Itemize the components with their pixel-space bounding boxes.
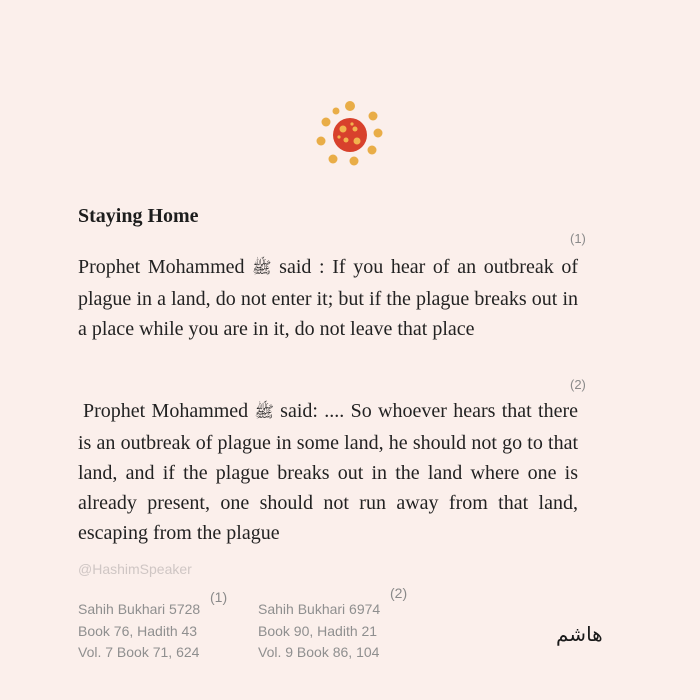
source-2-line: Vol. 9 Book 86, 104 [258, 644, 380, 660]
arabic-signature: هاشم [556, 622, 603, 646]
source-1 [78, 599, 200, 664]
source-1-ref: (1) [210, 589, 228, 605]
source-2 [258, 599, 380, 664]
hadith-2-speaker: Prophet Mohammed [83, 400, 249, 422]
hadith-1-speaker: Prophet Mohammed [78, 256, 245, 278]
page-title: Staying Home [78, 205, 199, 227]
source-1-line: Sahih Bukhari 5728 [78, 601, 201, 617]
source-2-line: Sahih Bukhari 6974 [258, 601, 381, 617]
source-1-line: Vol. 7 Book 71, 624 [78, 644, 200, 660]
social-handle: @HashimSpeaker [78, 561, 192, 577]
hadith-2-ref: (2) [570, 377, 586, 392]
honorific-symbol: ﷺ [254, 404, 274, 421]
hadith-1-text: said : If you hear of an outbreak of plague in a land, do not enter it; but if the plague breaks out in a place while you are in it, do not leave that place [78, 256, 579, 340]
source-2-ref: (2) [390, 585, 408, 601]
virus-icon [312, 100, 388, 170]
hadith-2-text: said: .... So whoever hears that there is an outbreak of plague in some land, he should not go to that land, and if the plague breaks out in the land where one is already present, one should not run away from that land, escaping from the plague [78, 400, 579, 544]
source-1-line: Book 76, Hadith 43 [78, 622, 198, 639]
honorific-symbol: ﷺ [252, 260, 272, 277]
hadith-2 [78, 396, 578, 548]
hadith-1-ref: (1) [570, 231, 586, 246]
source-2-line: Book 90, Hadith 21 [258, 622, 378, 639]
hadith-1 [78, 252, 578, 344]
